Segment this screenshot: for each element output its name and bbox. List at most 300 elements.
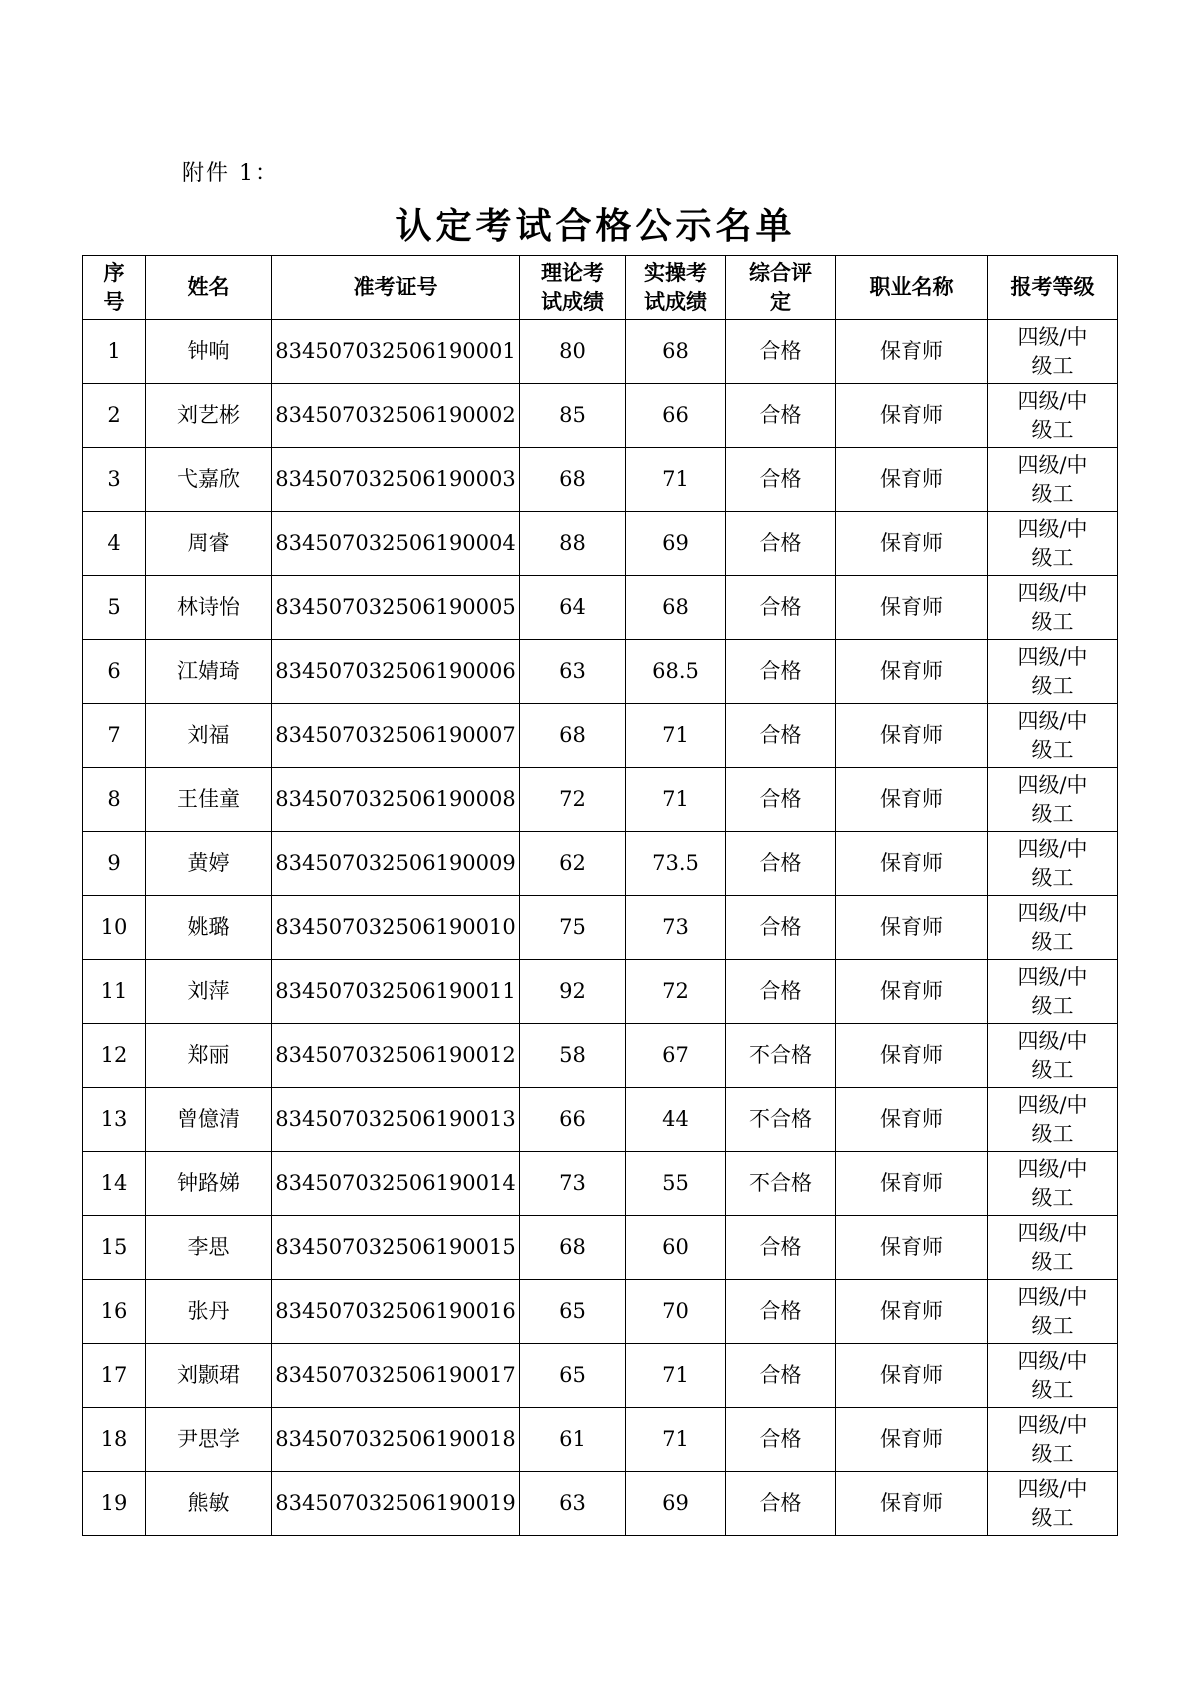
row-number: 9 bbox=[107, 851, 121, 875]
exam-level: 四级/中级工 bbox=[1017, 964, 1088, 1018]
candidate-name-cell bbox=[146, 384, 272, 448]
header-cell: 准考证号 bbox=[272, 256, 520, 320]
admission-ticket-number: 834507032506190018 bbox=[275, 1427, 516, 1451]
row-number-cell bbox=[83, 384, 146, 448]
header-cell: 序号 bbox=[83, 256, 146, 320]
candidate-name-cell bbox=[146, 768, 272, 832]
occupation-name: 保育师 bbox=[880, 1107, 943, 1131]
candidate-name: 刘福 bbox=[187, 723, 230, 747]
exam-level: 四级/中级工 bbox=[1017, 1028, 1088, 1082]
occupation-name-cell bbox=[836, 1216, 988, 1280]
practical-score-cell bbox=[626, 768, 726, 832]
table-row bbox=[83, 640, 1118, 704]
practical-score: 68 bbox=[662, 339, 689, 363]
row-number: 13 bbox=[100, 1107, 128, 1131]
admission-ticket-number: 834507032506190014 bbox=[275, 1171, 516, 1195]
row-number: 2 bbox=[107, 403, 121, 427]
practical-score: 73.5 bbox=[652, 851, 699, 875]
overall-result: 合格 bbox=[759, 403, 802, 427]
practical-score-cell bbox=[626, 1472, 726, 1536]
theory-score: 63 bbox=[559, 659, 586, 683]
overall-result-cell bbox=[726, 448, 836, 512]
table-row bbox=[83, 1088, 1118, 1152]
occupation-name: 保育师 bbox=[880, 403, 943, 427]
table-row bbox=[83, 1152, 1118, 1216]
theory-score-cell bbox=[520, 576, 626, 640]
row-number-cell bbox=[83, 1024, 146, 1088]
occupation-name-cell bbox=[836, 1088, 988, 1152]
table-row bbox=[83, 896, 1118, 960]
exam-level: 四级/中级工 bbox=[1017, 1092, 1088, 1146]
admission-ticket-number-cell bbox=[272, 1344, 520, 1408]
table-row bbox=[83, 832, 1118, 896]
overall-result: 合格 bbox=[759, 531, 802, 555]
admission-ticket-number: 834507032506190012 bbox=[275, 1043, 516, 1067]
theory-score: 64 bbox=[559, 595, 586, 619]
theory-score-cell bbox=[520, 1472, 626, 1536]
overall-result: 合格 bbox=[759, 979, 802, 1003]
occupation-name: 保育师 bbox=[880, 1299, 943, 1323]
exam-level-cell bbox=[988, 768, 1118, 832]
admission-ticket-number-cell bbox=[272, 576, 520, 640]
row-number-cell bbox=[83, 448, 146, 512]
exam-level-cell bbox=[988, 832, 1118, 896]
theory-score: 62 bbox=[559, 851, 586, 875]
candidate-name: 刘萍 bbox=[187, 979, 230, 1003]
table-row bbox=[83, 1280, 1118, 1344]
table-row bbox=[83, 1408, 1118, 1472]
practical-score-cell bbox=[626, 704, 726, 768]
candidate-name-cell bbox=[146, 1280, 272, 1344]
candidate-name: 钟响 bbox=[187, 339, 230, 363]
admission-ticket-number: 834507032506190003 bbox=[275, 467, 516, 491]
exam-level-cell bbox=[988, 960, 1118, 1024]
occupation-name-cell bbox=[836, 1472, 988, 1536]
practical-score-cell bbox=[626, 320, 726, 384]
candidate-name-cell bbox=[146, 1088, 272, 1152]
practical-score-cell bbox=[626, 640, 726, 704]
row-number: 15 bbox=[100, 1235, 128, 1259]
admission-ticket-number-cell bbox=[272, 1152, 520, 1216]
practical-score: 68 bbox=[662, 595, 689, 619]
candidate-name: 郑丽 bbox=[187, 1043, 230, 1067]
table-row bbox=[83, 1472, 1118, 1536]
table-row bbox=[83, 576, 1118, 640]
occupation-name: 保育师 bbox=[880, 1363, 943, 1387]
exam-level-cell bbox=[988, 1408, 1118, 1472]
candidate-name-cell bbox=[146, 1344, 272, 1408]
practical-score: 73 bbox=[662, 915, 689, 939]
practical-score-cell bbox=[626, 512, 726, 576]
theory-score: 73 bbox=[559, 1171, 586, 1195]
theory-score: 61 bbox=[559, 1427, 586, 1451]
exam-level-cell bbox=[988, 1216, 1118, 1280]
practical-score-cell bbox=[626, 1024, 726, 1088]
candidate-name-cell bbox=[146, 320, 272, 384]
row-number: 8 bbox=[107, 787, 121, 811]
exam-level: 四级/中级工 bbox=[1017, 1156, 1088, 1210]
practical-score: 68.5 bbox=[652, 659, 699, 683]
occupation-name-cell bbox=[836, 1152, 988, 1216]
admission-ticket-number: 834507032506190001 bbox=[275, 339, 516, 363]
candidate-name-cell bbox=[146, 1152, 272, 1216]
row-number: 19 bbox=[100, 1491, 128, 1515]
occupation-name: 保育师 bbox=[880, 531, 943, 555]
row-number-cell bbox=[83, 1344, 146, 1408]
practical-score: 55 bbox=[662, 1171, 689, 1195]
overall-result: 合格 bbox=[759, 723, 802, 747]
admission-ticket-number-cell bbox=[272, 1088, 520, 1152]
admission-ticket-number-cell bbox=[272, 896, 520, 960]
candidate-name: 林诗怡 bbox=[177, 595, 240, 619]
theory-score-cell bbox=[520, 1152, 626, 1216]
header-cell: 综合评定 bbox=[726, 256, 836, 320]
occupation-name-cell bbox=[836, 320, 988, 384]
exam-level: 四级/中级工 bbox=[1017, 1412, 1088, 1466]
header-cell: 姓名 bbox=[146, 256, 272, 320]
theory-score-cell bbox=[520, 704, 626, 768]
overall-result: 不合格 bbox=[749, 1171, 812, 1195]
row-number: 4 bbox=[107, 531, 121, 555]
overall-result: 合格 bbox=[759, 659, 802, 683]
overall-result-cell bbox=[726, 576, 836, 640]
row-number: 10 bbox=[100, 915, 128, 939]
overall-result-cell bbox=[726, 640, 836, 704]
theory-score-cell bbox=[520, 896, 626, 960]
practical-score: 69 bbox=[662, 531, 689, 555]
exam-level-cell bbox=[988, 1280, 1118, 1344]
practical-score-cell bbox=[626, 1408, 726, 1472]
overall-result-cell bbox=[726, 1472, 836, 1536]
theory-score-cell bbox=[520, 384, 626, 448]
occupation-name-cell bbox=[836, 1344, 988, 1408]
admission-ticket-number: 834507032506190002 bbox=[275, 403, 516, 427]
candidate-name: 尹思学 bbox=[177, 1427, 240, 1451]
admission-ticket-number: 834507032506190010 bbox=[275, 915, 516, 939]
admission-ticket-number: 834507032506190016 bbox=[275, 1299, 516, 1323]
candidate-name-cell bbox=[146, 960, 272, 1024]
practical-score-cell bbox=[626, 1152, 726, 1216]
candidate-name: 江婧琦 bbox=[177, 659, 240, 683]
theory-score: 68 bbox=[559, 1235, 586, 1259]
row-number-cell bbox=[83, 320, 146, 384]
occupation-name: 保育师 bbox=[880, 595, 943, 619]
overall-result: 不合格 bbox=[749, 1043, 812, 1067]
table-row bbox=[83, 960, 1118, 1024]
candidate-name: 黄婷 bbox=[187, 851, 230, 875]
occupation-name-cell bbox=[836, 960, 988, 1024]
row-number: 16 bbox=[100, 1299, 128, 1323]
exam-level-cell bbox=[988, 704, 1118, 768]
header-cell: 实操考试成绩 bbox=[626, 256, 726, 320]
exam-level-cell bbox=[988, 448, 1118, 512]
header-cell: 报考等级 bbox=[988, 256, 1118, 320]
theory-score-cell bbox=[520, 768, 626, 832]
row-number-cell bbox=[83, 896, 146, 960]
overall-result: 合格 bbox=[759, 339, 802, 363]
candidate-name-cell bbox=[146, 704, 272, 768]
practical-score: 71 bbox=[662, 723, 689, 747]
exam-level: 四级/中级工 bbox=[1017, 1220, 1088, 1274]
row-number-cell bbox=[83, 1472, 146, 1536]
theory-score-cell bbox=[520, 1024, 626, 1088]
overall-result: 合格 bbox=[759, 787, 802, 811]
overall-result-cell bbox=[726, 960, 836, 1024]
theory-score: 65 bbox=[559, 1299, 586, 1323]
exam-level: 四级/中级工 bbox=[1017, 1348, 1088, 1402]
candidate-name: 姚璐 bbox=[187, 915, 230, 939]
admission-ticket-number-cell bbox=[272, 640, 520, 704]
practical-score-cell bbox=[626, 1344, 726, 1408]
practical-score-cell bbox=[626, 1280, 726, 1344]
occupation-name: 保育师 bbox=[880, 467, 943, 491]
overall-result-cell bbox=[726, 384, 836, 448]
occupation-name: 保育师 bbox=[880, 339, 943, 363]
exam-level: 四级/中级工 bbox=[1017, 1476, 1088, 1530]
row-number: 7 bbox=[107, 723, 121, 747]
admission-ticket-number-cell bbox=[272, 1216, 520, 1280]
admission-ticket-number: 834507032506190015 bbox=[275, 1235, 516, 1259]
exam-level-cell bbox=[988, 1472, 1118, 1536]
occupation-name: 保育师 bbox=[880, 1491, 943, 1515]
practical-score: 60 bbox=[662, 1235, 689, 1259]
candidate-name-cell bbox=[146, 448, 272, 512]
practical-score-cell bbox=[626, 576, 726, 640]
theory-score-cell bbox=[520, 1088, 626, 1152]
theory-score-cell bbox=[520, 512, 626, 576]
occupation-name-cell bbox=[836, 832, 988, 896]
exam-level: 四级/中级工 bbox=[1017, 388, 1088, 442]
table-row bbox=[83, 768, 1118, 832]
exam-level-cell bbox=[988, 576, 1118, 640]
admission-ticket-number-cell bbox=[272, 1408, 520, 1472]
row-number-cell bbox=[83, 1088, 146, 1152]
theory-score: 80 bbox=[559, 339, 586, 363]
candidate-name-cell bbox=[146, 1216, 272, 1280]
admission-ticket-number-cell bbox=[272, 704, 520, 768]
overall-result-cell bbox=[726, 1408, 836, 1472]
admission-ticket-number: 834507032506190005 bbox=[275, 595, 516, 619]
occupation-name-cell bbox=[836, 768, 988, 832]
exam-level: 四级/中级工 bbox=[1017, 708, 1088, 762]
practical-score-cell bbox=[626, 448, 726, 512]
admission-ticket-number: 834507032506190007 bbox=[275, 723, 516, 747]
candidate-name-cell bbox=[146, 576, 272, 640]
overall-result-cell bbox=[726, 1216, 836, 1280]
exam-level: 四级/中级工 bbox=[1017, 644, 1088, 698]
overall-result-cell bbox=[726, 512, 836, 576]
overall-result: 合格 bbox=[759, 1363, 802, 1387]
occupation-name: 保育师 bbox=[880, 851, 943, 875]
theory-score: 65 bbox=[559, 1363, 586, 1387]
occupation-name: 保育师 bbox=[880, 1427, 943, 1451]
overall-result-cell bbox=[726, 832, 836, 896]
practical-score: 69 bbox=[662, 1491, 689, 1515]
candidate-name: 张丹 bbox=[187, 1299, 230, 1323]
practical-score: 72 bbox=[662, 979, 689, 1003]
results-table bbox=[82, 255, 1118, 1536]
exam-level: 四级/中级工 bbox=[1017, 772, 1088, 826]
exam-level: 四级/中级工 bbox=[1017, 324, 1088, 378]
practical-score-cell bbox=[626, 832, 726, 896]
row-number-cell bbox=[83, 1152, 146, 1216]
exam-level-cell bbox=[988, 1152, 1118, 1216]
occupation-name-cell bbox=[836, 448, 988, 512]
occupation-name-cell bbox=[836, 384, 988, 448]
theory-score-cell bbox=[520, 320, 626, 384]
practical-score: 71 bbox=[662, 1427, 689, 1451]
table-row bbox=[83, 1024, 1118, 1088]
row-number: 14 bbox=[100, 1171, 128, 1195]
occupation-name-cell bbox=[836, 1408, 988, 1472]
row-number: 18 bbox=[100, 1427, 128, 1451]
occupation-name-cell bbox=[836, 512, 988, 576]
overall-result-cell bbox=[726, 768, 836, 832]
candidate-name-cell bbox=[146, 832, 272, 896]
exam-level: 四级/中级工 bbox=[1017, 452, 1088, 506]
practical-score: 44 bbox=[662, 1107, 689, 1131]
page-title: 认定考试合格公示名单 bbox=[395, 205, 796, 247]
overall-result-cell bbox=[726, 704, 836, 768]
occupation-name: 保育师 bbox=[880, 787, 943, 811]
candidate-name: 熊敏 bbox=[187, 1491, 230, 1515]
header-cell: 职业名称 bbox=[836, 256, 988, 320]
row-number: 3 bbox=[107, 467, 121, 491]
exam-level-cell bbox=[988, 384, 1118, 448]
admission-ticket-number: 834507032506190017 bbox=[275, 1363, 516, 1387]
occupation-name: 保育师 bbox=[880, 915, 943, 939]
admission-ticket-number: 834507032506190006 bbox=[275, 659, 516, 683]
table-row bbox=[83, 448, 1118, 512]
exam-level-cell bbox=[988, 1088, 1118, 1152]
table-row bbox=[83, 1344, 1118, 1408]
admission-ticket-number-cell bbox=[272, 768, 520, 832]
overall-result-cell bbox=[726, 1024, 836, 1088]
overall-result-cell bbox=[726, 320, 836, 384]
exam-level-cell bbox=[988, 1344, 1118, 1408]
practical-score-cell bbox=[626, 896, 726, 960]
practical-score: 66 bbox=[662, 403, 689, 427]
occupation-name-cell bbox=[836, 1280, 988, 1344]
theory-score: 75 bbox=[559, 915, 586, 939]
candidate-name: 刘颢珺 bbox=[177, 1363, 240, 1387]
theory-score-cell bbox=[520, 448, 626, 512]
admission-ticket-number-cell bbox=[272, 320, 520, 384]
table-header-row bbox=[83, 256, 1118, 320]
row-number-cell bbox=[83, 1408, 146, 1472]
row-number-cell bbox=[83, 768, 146, 832]
practical-score: 67 bbox=[662, 1043, 689, 1067]
occupation-name: 保育师 bbox=[880, 1171, 943, 1195]
occupation-name: 保育师 bbox=[880, 1235, 943, 1259]
table-row bbox=[83, 1216, 1118, 1280]
row-number-cell bbox=[83, 1280, 146, 1344]
candidate-name-cell bbox=[146, 640, 272, 704]
row-number: 12 bbox=[100, 1043, 128, 1067]
admission-ticket-number: 834507032506190013 bbox=[275, 1107, 516, 1131]
overall-result-cell bbox=[726, 896, 836, 960]
row-number: 5 bbox=[107, 595, 121, 619]
overall-result: 合格 bbox=[759, 467, 802, 491]
practical-score: 71 bbox=[662, 787, 689, 811]
overall-result: 不合格 bbox=[749, 1107, 812, 1131]
candidate-name-cell bbox=[146, 1472, 272, 1536]
row-number-cell bbox=[83, 640, 146, 704]
theory-score: 88 bbox=[559, 531, 586, 555]
exam-level: 四级/中级工 bbox=[1017, 1284, 1088, 1338]
candidate-name: 曾億清 bbox=[177, 1107, 240, 1131]
overall-result: 合格 bbox=[759, 595, 802, 619]
row-number-cell bbox=[83, 960, 146, 1024]
overall-result: 合格 bbox=[759, 915, 802, 939]
practical-score-cell bbox=[626, 1216, 726, 1280]
occupation-name-cell bbox=[836, 704, 988, 768]
practical-score: 71 bbox=[662, 1363, 689, 1387]
overall-result: 合格 bbox=[759, 1491, 802, 1515]
row-number-cell bbox=[83, 704, 146, 768]
candidate-name: 刘艺彬 bbox=[177, 403, 240, 427]
admission-ticket-number-cell bbox=[272, 1024, 520, 1088]
admission-ticket-number: 834507032506190009 bbox=[275, 851, 516, 875]
attachment-label: 附件 1： bbox=[182, 161, 279, 186]
overall-result-cell bbox=[726, 1280, 836, 1344]
exam-level-cell bbox=[988, 320, 1118, 384]
admission-ticket-number-cell bbox=[272, 512, 520, 576]
overall-result-cell bbox=[726, 1344, 836, 1408]
theory-score-cell bbox=[520, 1408, 626, 1472]
candidate-name-cell bbox=[146, 512, 272, 576]
admission-ticket-number: 834507032506190004 bbox=[275, 531, 516, 555]
theory-score: 72 bbox=[559, 787, 586, 811]
theory-score-cell bbox=[520, 1280, 626, 1344]
row-number-cell bbox=[83, 1216, 146, 1280]
row-number: 6 bbox=[107, 659, 121, 683]
overall-result: 合格 bbox=[759, 1299, 802, 1323]
exam-level-cell bbox=[988, 896, 1118, 960]
row-number: 11 bbox=[100, 979, 128, 1003]
row-number: 17 bbox=[100, 1363, 128, 1387]
exam-level-cell bbox=[988, 640, 1118, 704]
overall-result-cell bbox=[726, 1088, 836, 1152]
candidate-name-cell bbox=[146, 1408, 272, 1472]
occupation-name: 保育师 bbox=[880, 1043, 943, 1067]
theory-score-cell bbox=[520, 1344, 626, 1408]
theory-score-cell bbox=[520, 960, 626, 1024]
candidate-name: 弋嘉欣 bbox=[177, 467, 240, 491]
admission-ticket-number: 834507032506190008 bbox=[275, 787, 516, 811]
overall-result-cell bbox=[726, 1152, 836, 1216]
occupation-name-cell bbox=[836, 1024, 988, 1088]
exam-level-cell bbox=[988, 512, 1118, 576]
theory-score-cell bbox=[520, 832, 626, 896]
admission-ticket-number-cell bbox=[272, 384, 520, 448]
row-number-cell bbox=[83, 576, 146, 640]
exam-level-cell bbox=[988, 1024, 1118, 1088]
candidate-name-cell bbox=[146, 1024, 272, 1088]
row-number: 1 bbox=[107, 339, 121, 363]
exam-level: 四级/中级工 bbox=[1017, 516, 1088, 570]
occupation-name: 保育师 bbox=[880, 723, 943, 747]
theory-score: 58 bbox=[559, 1043, 586, 1067]
occupation-name-cell bbox=[836, 640, 988, 704]
theory-score-cell bbox=[520, 640, 626, 704]
admission-ticket-number: 834507032506190011 bbox=[275, 979, 516, 1003]
candidate-name: 钟路娣 bbox=[177, 1171, 240, 1195]
theory-score: 92 bbox=[559, 979, 586, 1003]
candidate-name: 周睿 bbox=[187, 531, 230, 555]
candidate-name-cell bbox=[146, 896, 272, 960]
practical-score-cell bbox=[626, 384, 726, 448]
